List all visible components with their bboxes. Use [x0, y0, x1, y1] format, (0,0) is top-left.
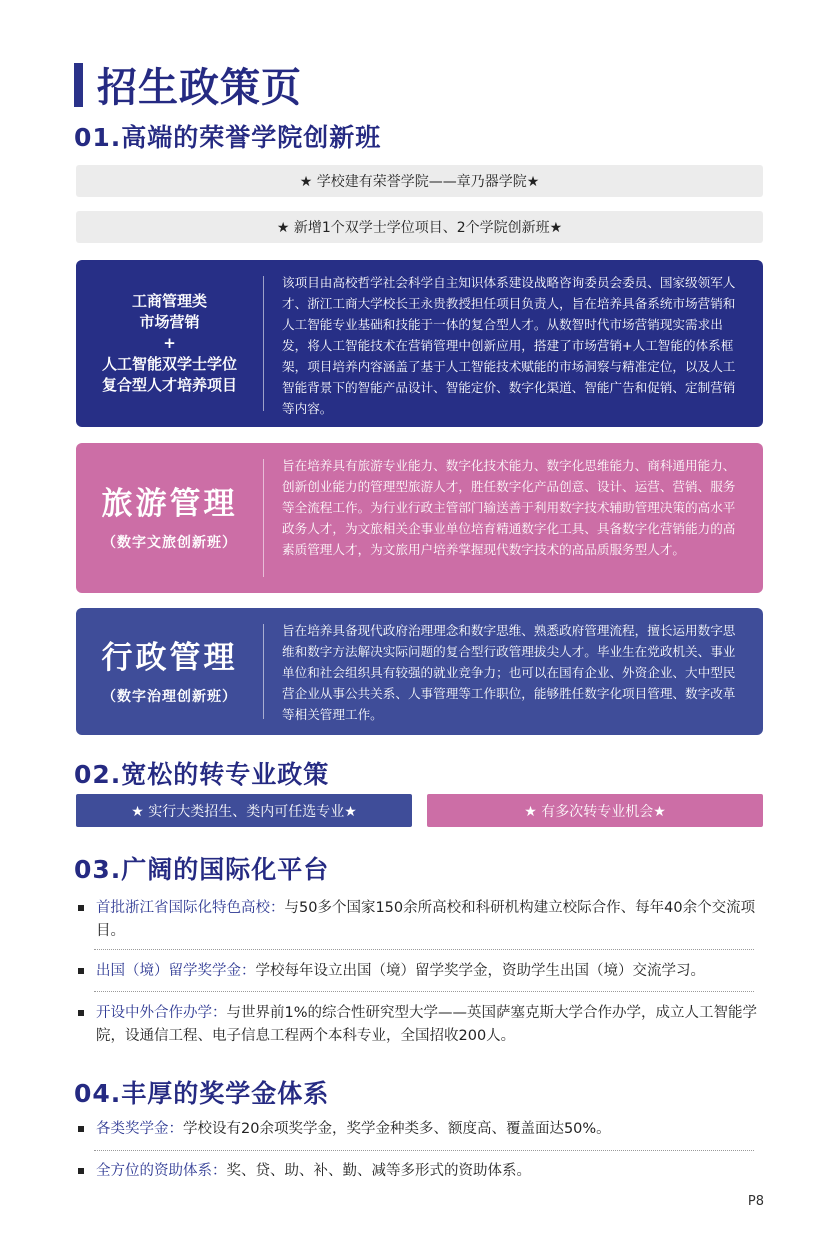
bullet-icon [78, 1126, 84, 1132]
bullet-lead: 各类奖学金： [96, 1121, 183, 1137]
bullet-icon [78, 905, 84, 911]
bullet-text [96, 1118, 766, 1141]
program-title-line: 人工智能双学士学位 [101, 355, 237, 373]
list-item [76, 960, 766, 983]
section4-heading: 04.丰厚的奖学金体系 [74, 1079, 330, 1108]
program-title: 旅游管理 [101, 486, 238, 522]
list-item [76, 897, 766, 943]
program-subtitle: （数字治理创新班） [102, 688, 237, 705]
dotted-divider [94, 949, 754, 950]
bullet-lead: 全方位的资助体系： [96, 1163, 227, 1179]
bullet-lead: 开设中外合作办学： [96, 1005, 227, 1021]
program-description: 旨在培养具备现代政府治理理念和数字思维、熟悉政府管理流程，擅长运用数字思维和数字方法解决实际问题的复合型行政管理拔尖人才。毕业生在党政机关、事业单位和社会组织具有较强的就业竞争力；也可以在国有企业、外资企业、大中型民营企业从事公共关系、人事管理等工作职位，能够胜任数字化项目管理、数字改革等相关管理工作。 [282, 623, 736, 722]
bullet-body: 与50多个国家150余所高校和科研机构建立校际合作、每年40余个交流项目。 [96, 900, 756, 939]
bullet-lead: 出国（境）留学奖学金： [96, 963, 256, 979]
bullet-text [96, 1002, 766, 1048]
bullet-text [96, 897, 766, 943]
title-accent-bar [74, 63, 83, 107]
list-item [76, 1118, 766, 1141]
program-title-block [76, 260, 263, 427]
program-title-line: 复合型人才培养项目 [101, 376, 237, 394]
bullet-icon [78, 968, 84, 974]
program-card-public-admin [76, 608, 763, 735]
dotted-divider [94, 991, 754, 992]
program-title-block [76, 608, 263, 735]
program-card-tourism [76, 443, 763, 593]
bullet-body: 学校设有20余项奖学金，奖学金种类多、额度高、覆盖面达50%。 [183, 1121, 611, 1137]
bullet-icon [78, 1168, 84, 1174]
program-description: 该项目由高校哲学社会科学自主知识体系建设战略咨询委员会委员、国家级领军人才、浙江工商大学校长王永贵教授担任项目负责人，旨在培养具备系统市场营销和人工智能专业基础和技能于一体的复合型人才。从数智时代市场营销现实需求出发，将人工智能技术在营销管理中创新应用，搭建了市场营销+人工智能的体系框架，项目培养内容涵盖了基于人工智能技术赋能的市场洞察与精准定位，以及人工智能背景下的智能产品设计、智能定价、数字化渠道、智能广告和促销、定制营销等内容。 [282, 275, 736, 416]
new-programs-banner: ★ 新增1个双学士学位项目、2个学院创新班★ [76, 211, 763, 243]
bullet-body: 奖、贷、助、补、勤、减等多形式的资助体系。 [226, 1163, 531, 1179]
bullet-icon [78, 1010, 84, 1016]
program-title-line: 市场营销 [139, 313, 200, 331]
dotted-divider [94, 1150, 754, 1151]
program-card-marketing-ai [76, 260, 763, 427]
list-item [76, 1002, 766, 1048]
major-selection-pill: ★ 实行大类招生、类内可任选专业★ [76, 794, 412, 827]
bullet-body: 与世界前1%的综合性研究型大学——英国萨塞克斯大学合作办学，成立人工智能学院，设通信工程、电子信息工程两个本科专业，全国招收200人。 [96, 1005, 758, 1044]
bullet-text [96, 1160, 766, 1183]
bullet-body: 学校每年设立出国（境）留学奖学金，资助学生出国（境）交流学习。 [255, 963, 705, 979]
program-subtitle: （数字文旅创新班） [102, 535, 237, 551]
program-description: 旨在培养具有旅游专业能力、数字化技术能力、数字化思维能力、商科通用能力、创新创业能力的管理型旅游人才，胜任数字化产品创意、设计、运营、营销、服务等全流程工作。为行业行政主管部门输送善于利用数字技术辅助管理决策的高水平政务人才，为文旅相关企事业单位培育精通数字化工具、具备数字化营销能力的高素质管理人才，为文旅用户培养掌握现代数字技术的高品质服务型人才。 [282, 458, 736, 557]
page-number: P8 [747, 1194, 764, 1209]
bullet-text [96, 960, 766, 983]
list-item [76, 1160, 766, 1183]
program-title-line: 工商管理类 [131, 292, 207, 310]
page-title-row [74, 56, 302, 113]
program-title: 行政管理 [101, 639, 238, 676]
bullet-lead: 首批浙江省国际化特色高校： [96, 900, 285, 916]
program-title-block [76, 443, 263, 593]
section1-heading: 01.高端的荣誉学院创新班 [74, 123, 382, 152]
transfer-chance-pill: ★ 有多次转专业机会★ [427, 794, 763, 827]
section3-heading: 03.广阔的国际化平台 [74, 855, 330, 884]
program-title-line: + [163, 334, 176, 352]
honors-college-banner: ★ 学校建有荣誉学院——章乃器学院★ [76, 165, 763, 197]
section2-heading: 02.宽松的转专业政策 [74, 760, 330, 789]
page-title: 招生政策页 [97, 65, 302, 111]
